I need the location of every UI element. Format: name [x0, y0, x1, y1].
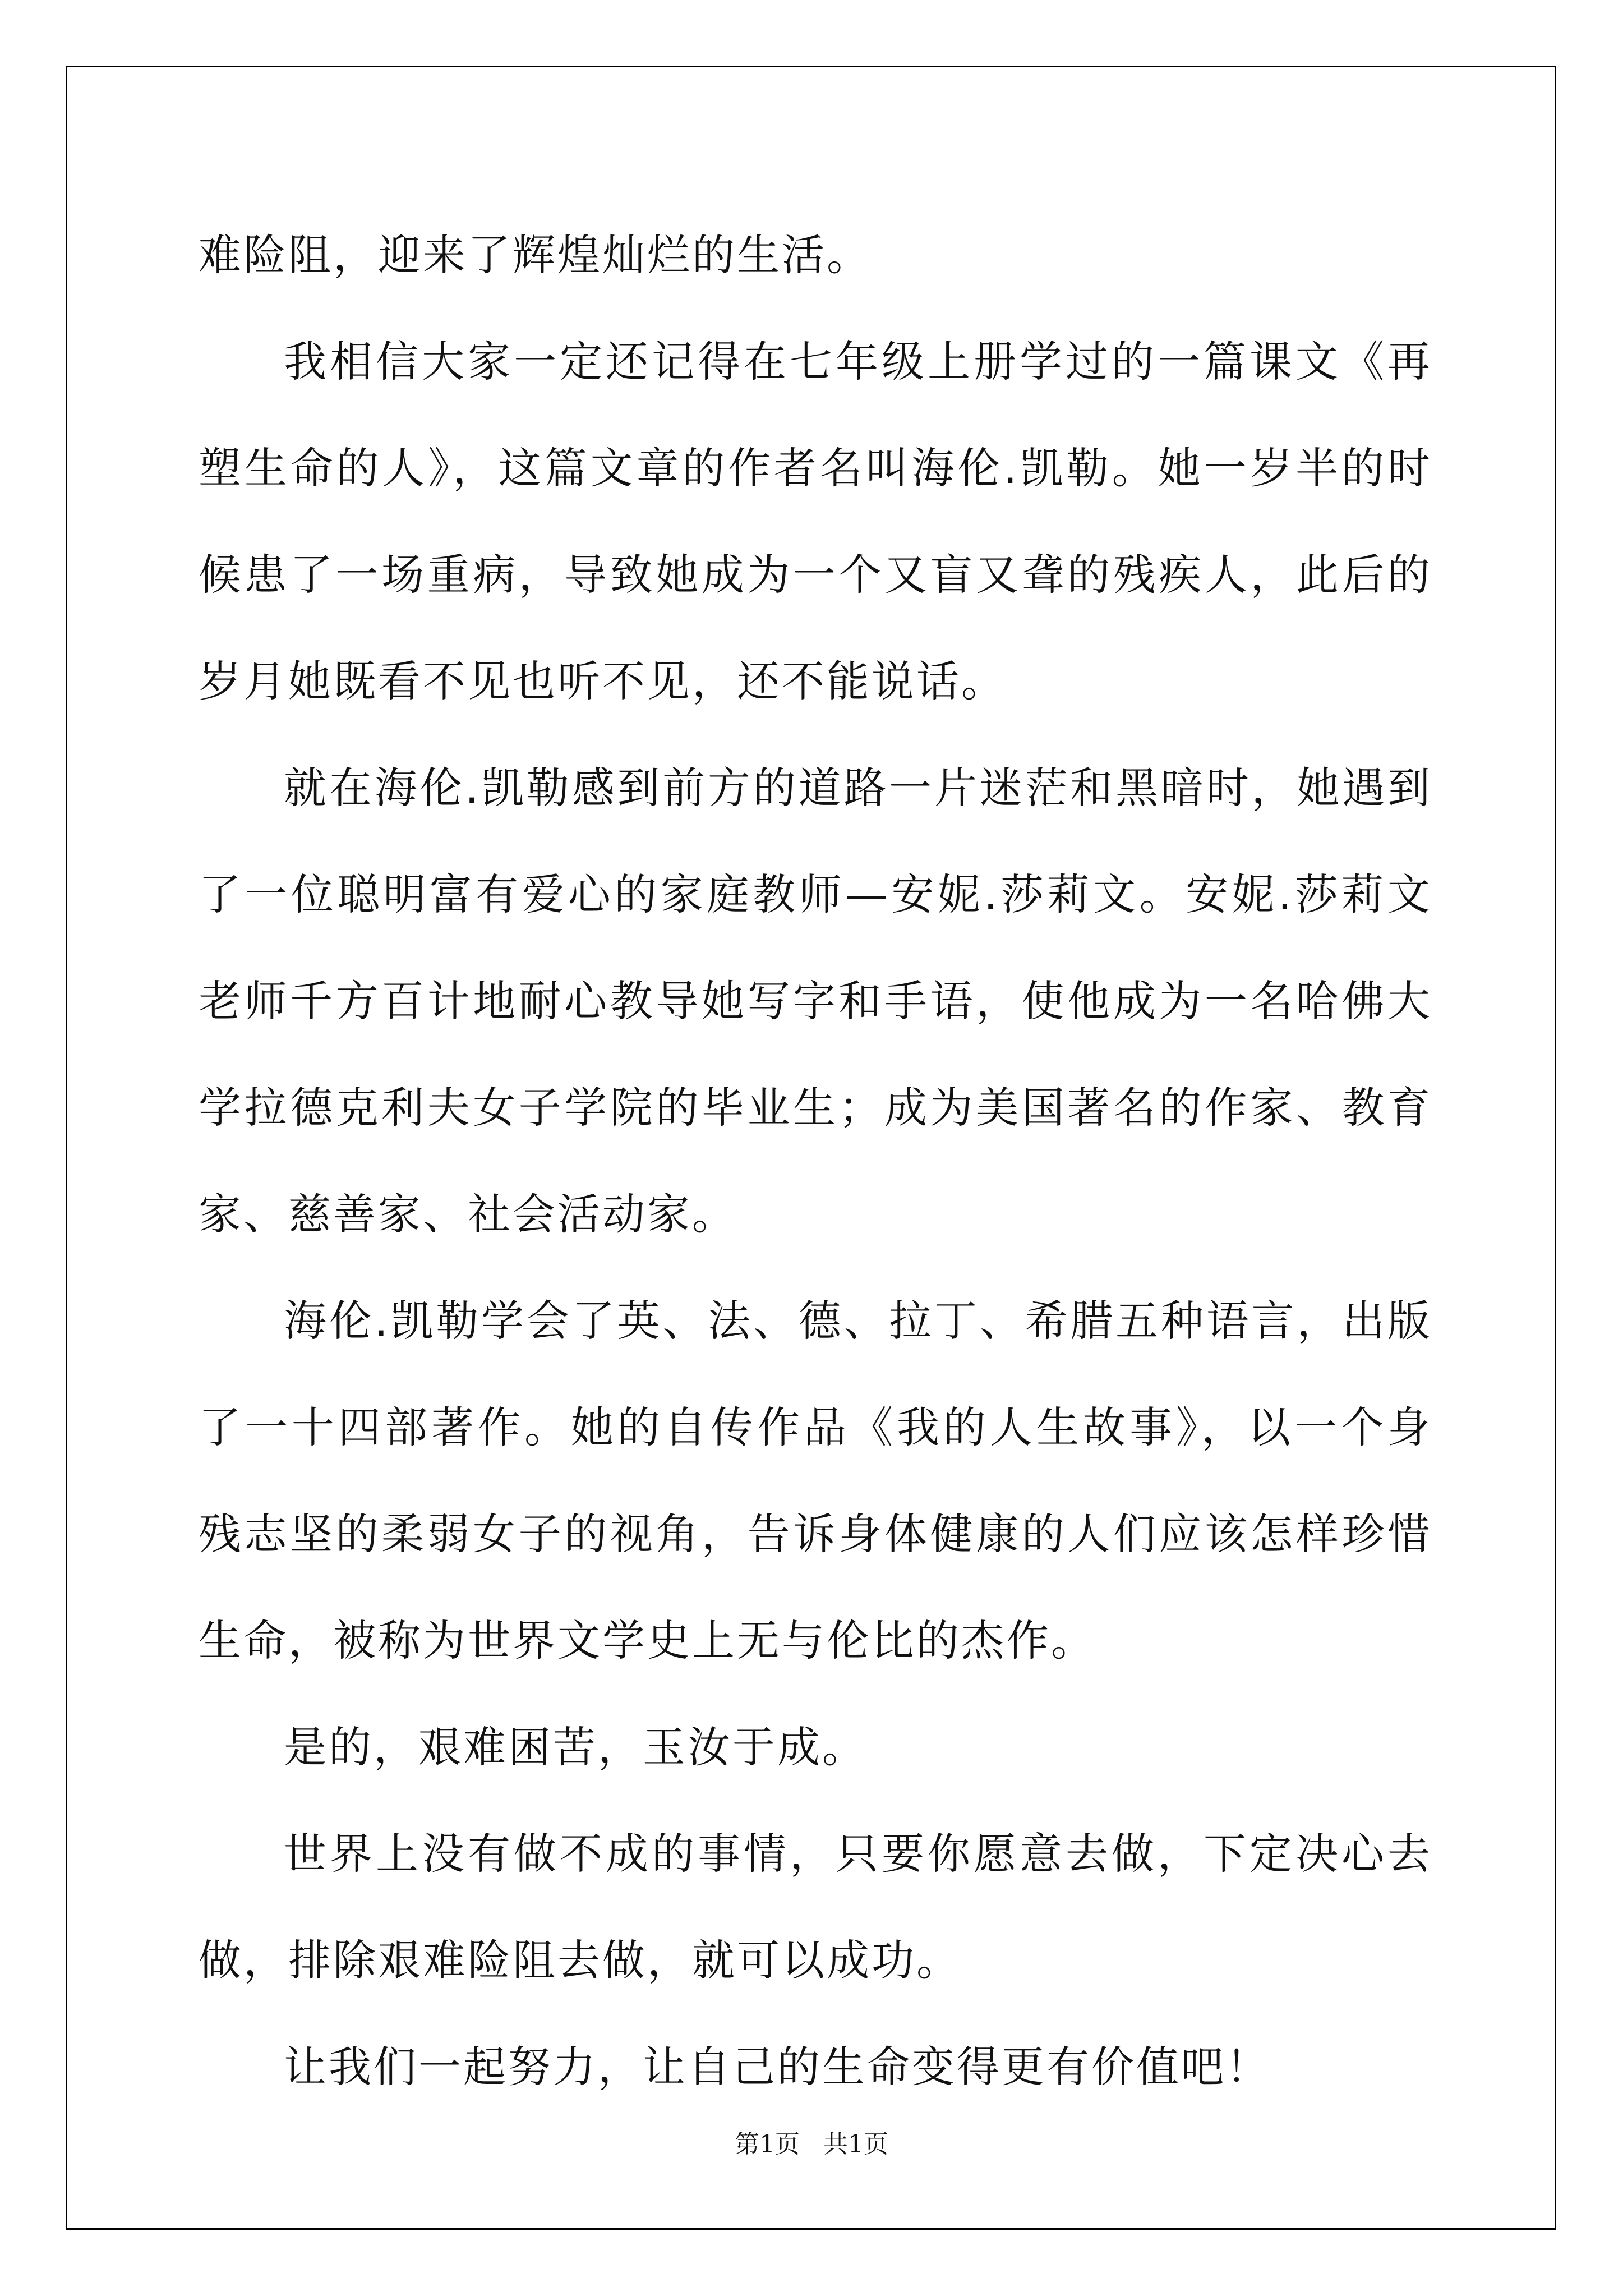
document-body [199, 202, 1432, 2120]
paragraph: 海伦.凯勒学会了英、法、德、拉丁、希腊五种语言，出版了一十四部著作。她的自传作品《我的人生故事》，以一个身残志坚的柔弱女子的视角，告诉身体健康的人们应该怎样珍惜生命，被称为世界文学史上无与伦比的杰作。 [199, 1296, 1432, 1665]
paragraph: 我相信大家一定还记得在七年级上册学过的一篇课文《再塑生命的人》，这篇文章的作者名叫海伦.凯勒。她一岁半的时候患了一场重病，导致她成为一个又盲又聋的残疾人，此后的岁月她既看不见也听不见，还不能说话。 [199, 337, 1432, 706]
paragraph: 是的，艰难困苦，玉汝于成。 [284, 1722, 867, 1772]
page-number-footer: 第1页 共1页 [735, 2130, 888, 2159]
paragraph: 难险阻，迎来了辉煌灿烂的生活。 [199, 230, 872, 280]
paragraph: 世界上没有做不成的事情，只要你愿意去做，下定决心去做，排除艰难险阻去做，就可以成功。 [199, 1829, 1432, 1985]
paragraph: 让我们一起努力，让自己的生命变得更有价值吧！ [284, 2042, 1271, 2092]
paragraph: 就在海伦.凯勒感到前方的道路一片迷茫和黑暗时，她遇到了一位聪明富有爱心的家庭教师—安妮.莎莉文。安妮.莎莉文老师千方百计地耐心教导她写字和手语，使他成为一名哈佛大学拉德克利夫女子学院的毕业生；成为美国著名的作家、教育家、慈善家、社会活动家。 [199, 763, 1432, 1239]
